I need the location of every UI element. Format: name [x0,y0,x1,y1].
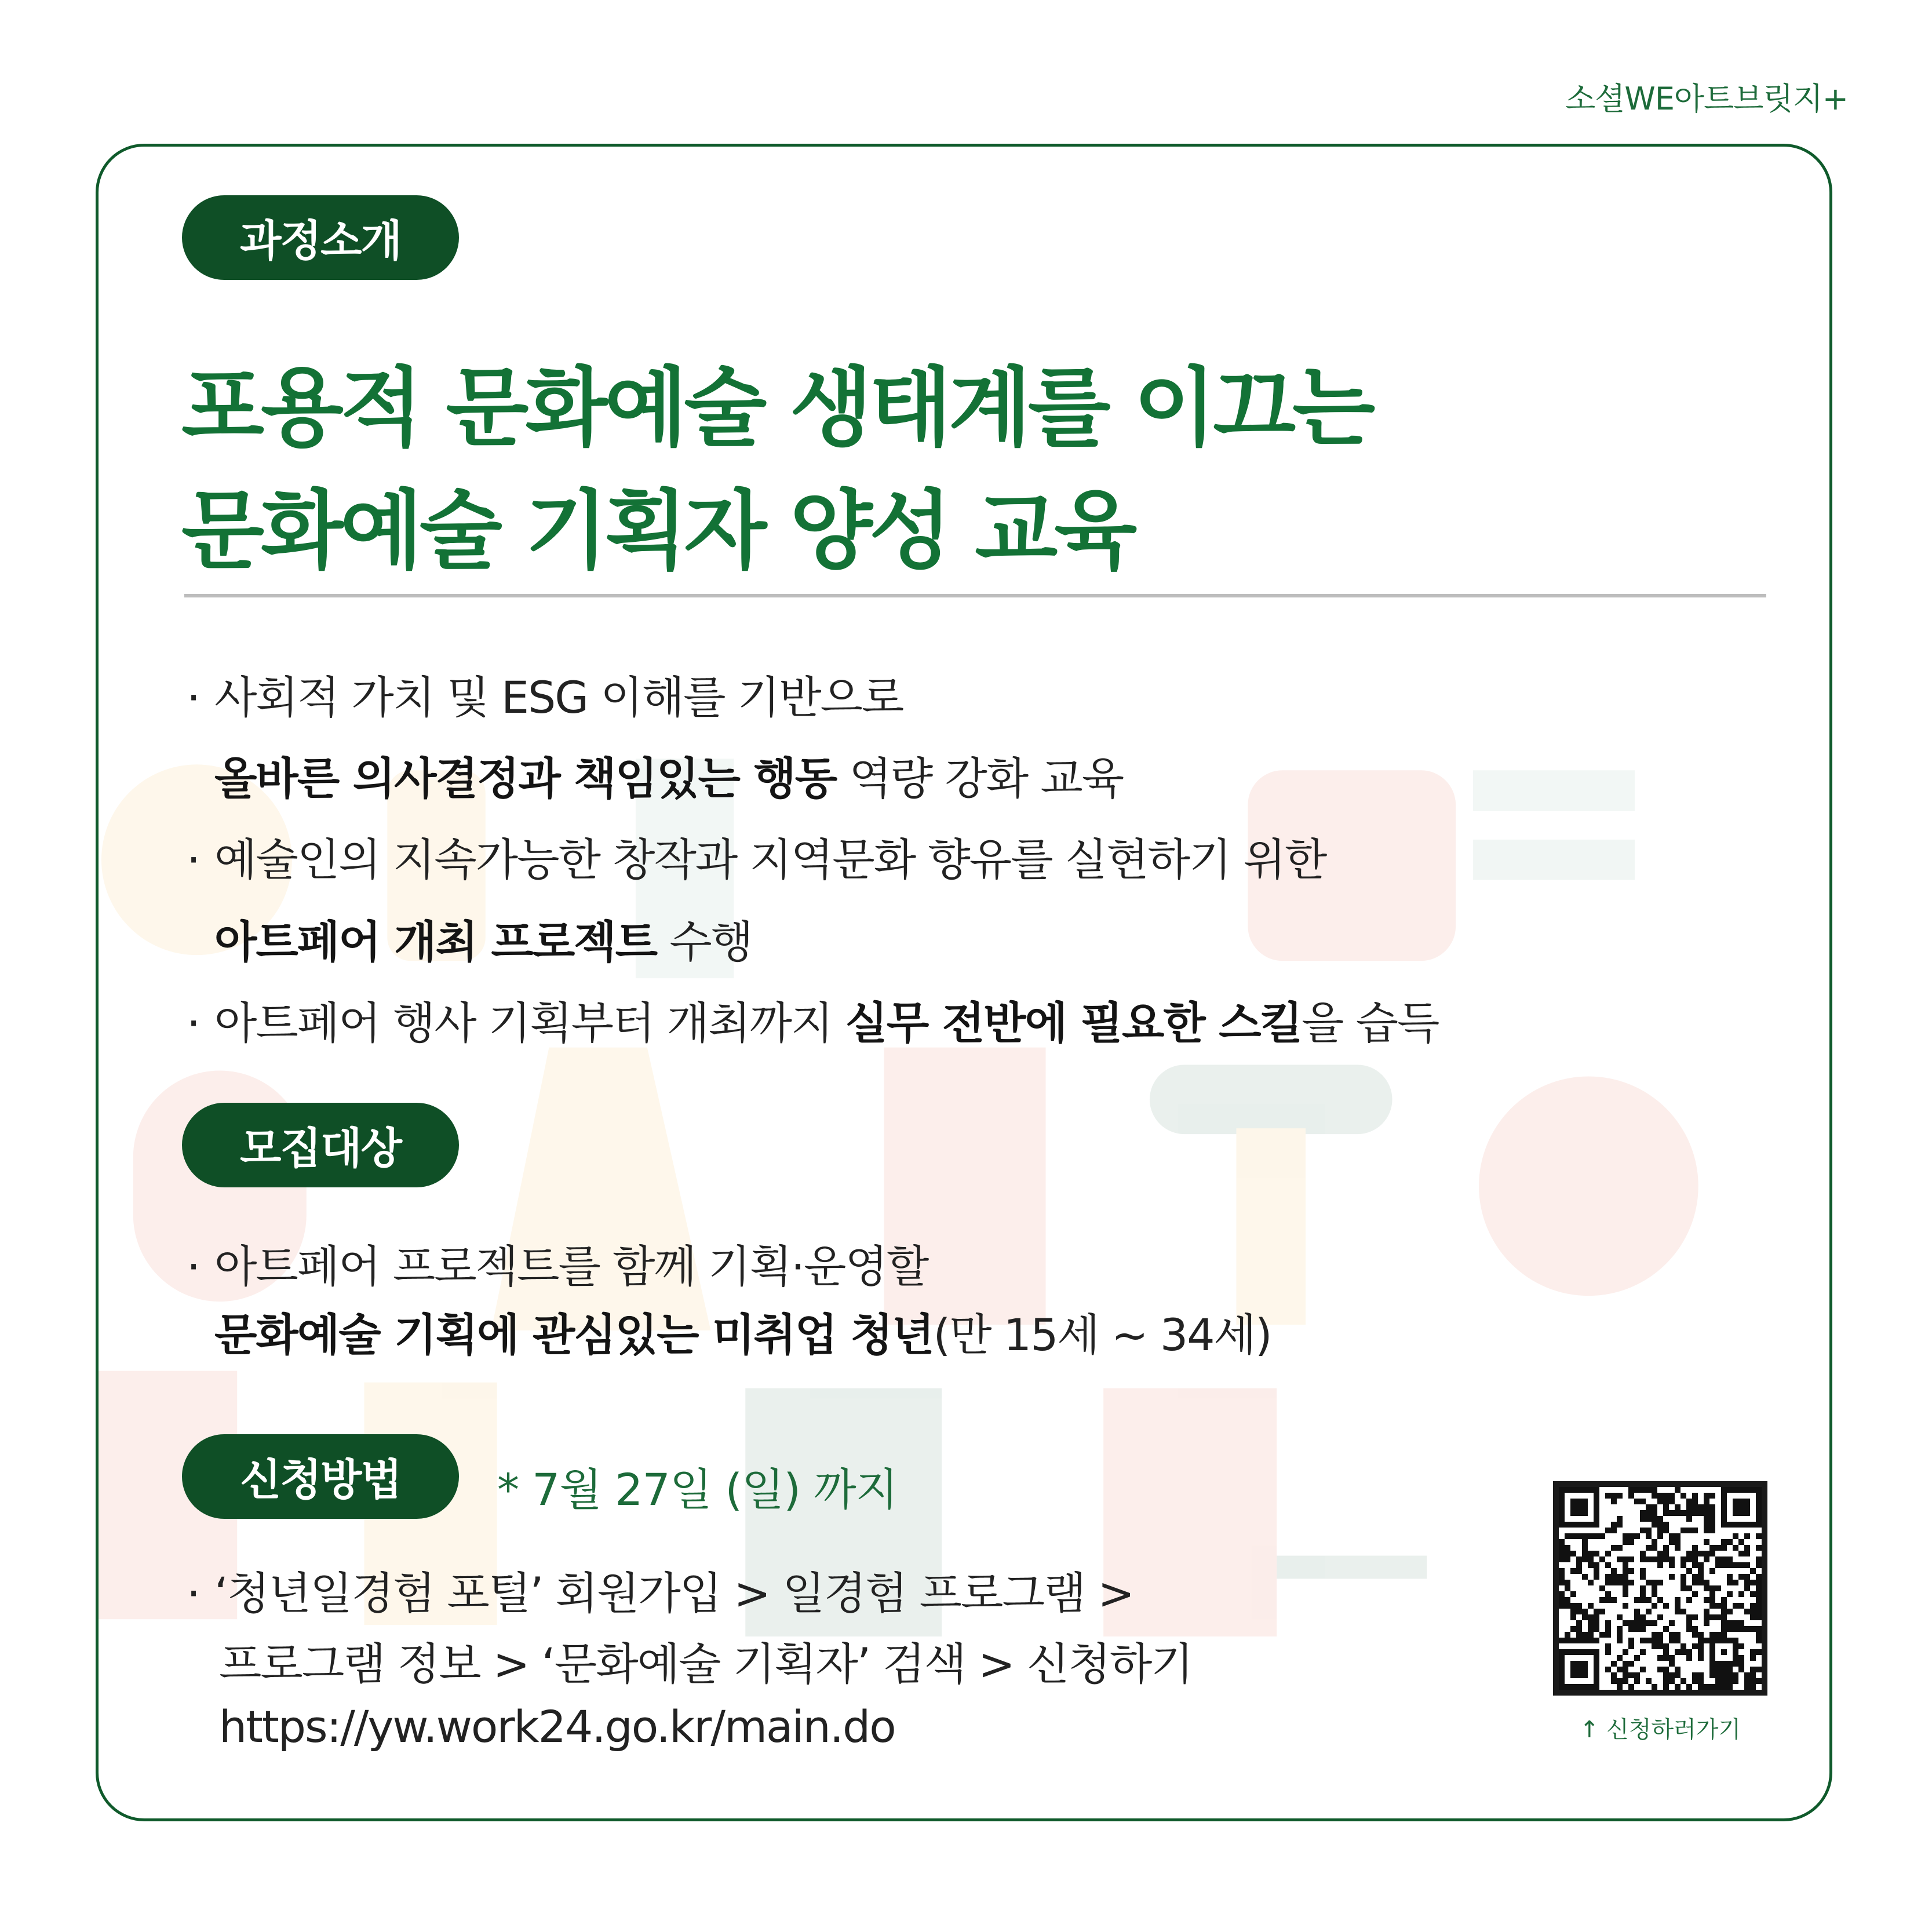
intro-bullet-1-line-2: 올바른 의사결정과 책임있는 행동 역량 강화 교육 [214,753,1124,804]
apply-line-2: 프로그램 정보 > ‘문화예술 기획자’ 검색 > 신청하기 [219,1638,1193,1690]
intro-bullet-2-line-2: 아트페어 개최 프로젝트 수행 [214,916,753,968]
section-pill-intro: 과정소개 [182,195,459,280]
qr-code-icon[interactable] [1553,1481,1767,1696]
apply-line-1: · ‘청년일경험 포털’ 회원가입 > 일경험 프로그램 > [187,1568,1134,1619]
intro-bullet-3: · 아트페어 행사 기획부터 개최까지 실무 전반에 필요한 스킬을 습득 [187,997,1439,1049]
intro-bullet-2-line-1: · 예술인의 지속가능한 창작과 지역문화 향유를 실현하기 위한 [187,834,1326,885]
brand-logo-text: 소셜WE아트브릿지+ [1565,81,1848,117]
qr-caption: ↑ 신청하러가기 [1579,1716,1741,1743]
card-content [99,147,1829,1818]
apply-deadline: * 7월 27일 (일) 까지 [497,1464,898,1515]
page-title [181,347,1372,592]
target-line-2: 문화예술 기획에 관심있는 미취업 청년(만 15세 ~ 34세) [214,1309,1271,1361]
page-title-line-1: 포용적 문화예술 생태계를 이끄는 [181,358,1372,458]
section-pill-target: 모집대상 [182,1103,459,1187]
section-pill-apply: 신청방법 [182,1434,459,1519]
title-divider [184,594,1766,597]
intro-bullet-1-line-1: · 사회적 가치 및 ESG 이해를 기반으로 [187,672,903,723]
info-card [96,144,1832,1821]
page-title-line-2: 문화예술 기획자 양성 교육 [181,481,1134,581]
apply-url-link[interactable]: https://yw.work24.go.kr/main.do [219,1701,895,1752]
target-line-1: · 아트페어 프로젝트를 함께 기획·운영할 [187,1241,928,1292]
